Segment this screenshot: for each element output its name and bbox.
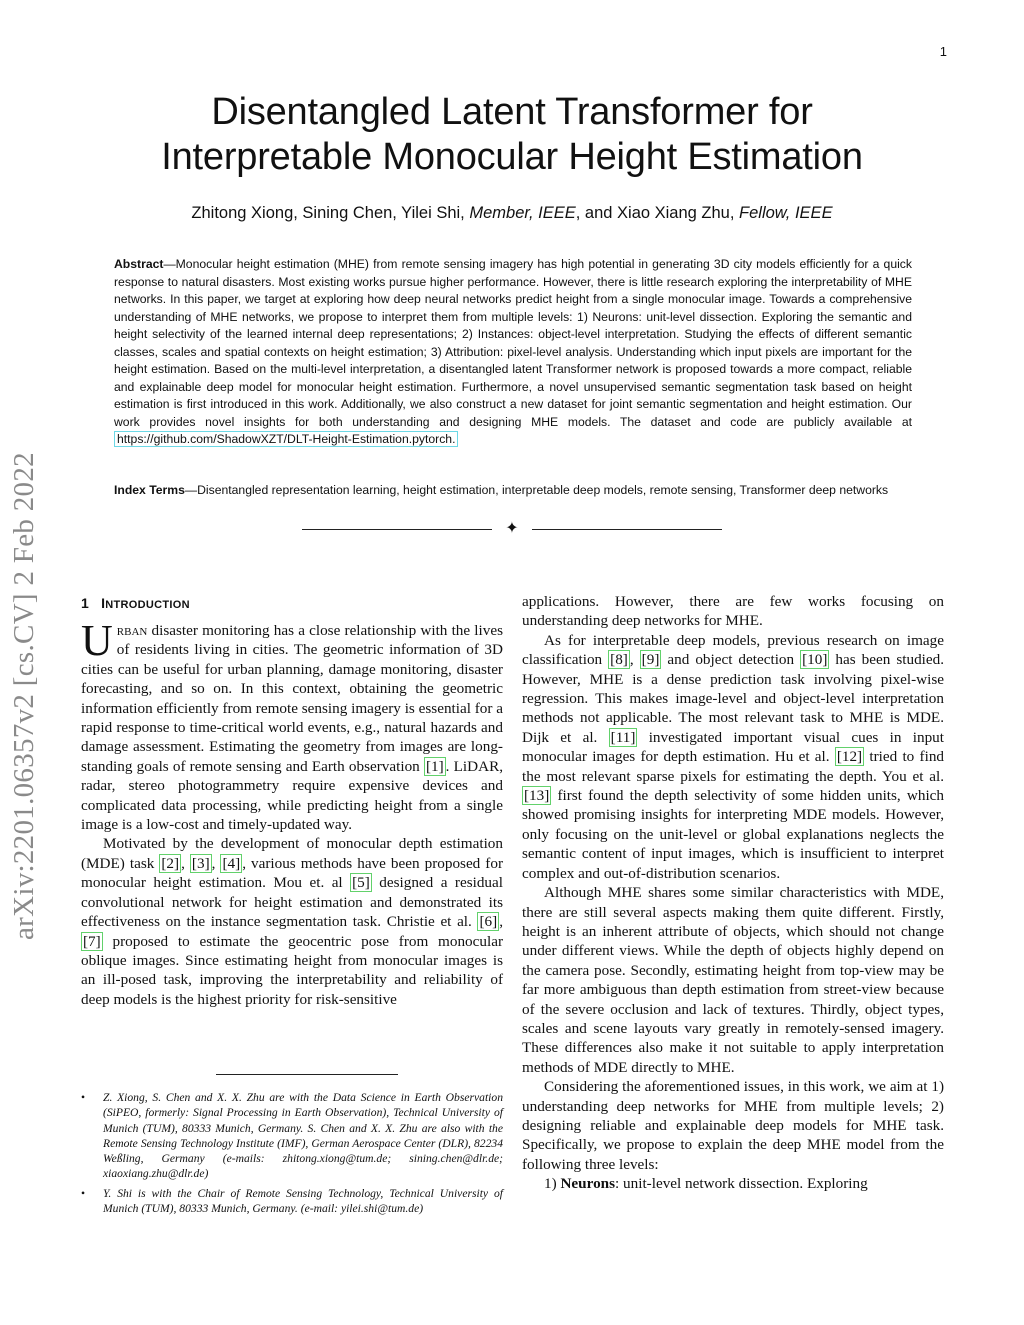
citation-link-3[interactable]: [3]	[191, 854, 210, 872]
footnote-affiliation-1	[81, 1090, 503, 1182]
author-names: Zhitong Xiong, Sining Chen, Yilei Shi,	[191, 204, 465, 222]
author-membership-member: Member, IEEE	[469, 204, 576, 222]
citation-link-8[interactable]: [8]	[610, 651, 628, 669]
section-number: 1	[81, 595, 90, 611]
citation-link-1[interactable]: [1]	[425, 757, 444, 775]
citation-link-6[interactable]: [6]	[479, 913, 498, 931]
paragraph-text: and object detection	[661, 651, 801, 669]
intro-paragraph-6: Considering the aforementioned issues, in this work, we aim at 1) understanding deep networks for MHE from multiple levels; 2) designing reliable and explainable deep models for MHE task. Specifically, we propose to explain the deep MHE model from the following three levels:	[522, 1078, 944, 1173]
citation-link-11[interactable]: [11]	[610, 728, 636, 746]
section-divider	[302, 520, 722, 540]
footnote-text: Z. Xiong, S. Chen and X. X. Zhu are with the Data Science in Earth Observation (SiPEO, formerly: Signal Processing in Earth Observation), Technical University of Munich (TUM), 80333 Munich, Germany. S. Chen and X. X. Zhu are also with the Remote Sensing Technology Institute (IMF), German Aerospace Center (DLR), 82234 Weßling, Germany (e-mails: zhitong.xiong@tum.de; sining.chen@dlr.de; xiaoxiang.zhu@dlr.de)	[103, 1091, 503, 1181]
citation-link-4[interactable]: [4]	[222, 854, 241, 872]
abstract-label: Abstract	[114, 257, 164, 271]
paragraph-text: , various methods have been proposed for monocular height estimation. Mou et. al	[81, 854, 504, 892]
paragraph-text: Motivated by the development of monocular depth estimation (MDE) task	[81, 835, 503, 872]
arxiv-identifier-stamp[interactable]: arXiv:2201.06357v2 [cs.CV] 2 Feb 2022	[8, 452, 40, 940]
small-caps-lead: rban	[116, 622, 148, 639]
divider-line-left	[302, 529, 492, 530]
paragraph-text: proposed to estimate the geocentric pose from monocular oblique images. Since estimating height from monocular images is an ill-posed task, improving the interpretability and reliability of deep models is the highest priority for risk-sensitive	[81, 932, 503, 1008]
section-title-initial: I	[101, 595, 106, 611]
intro-paragraph-5: Although MHE shares some similar characteristics with MDE, there are still several aspects making them quite different. Firstly, height is an inherent attribute of objects, which should not change under different views. While the depth of objects highly depend on the camera pose. Secondly, estimating height from top-view may be far more ambiguous than depth estimation from street-view because of the severe occlusion and lack of textures. Thirdly, object types, scales and scene layouts vary greatly in remotely-sensed imagery. These differences also make it not suitable to apply interpretation methods of MDE directly to MHE.	[522, 884, 944, 1076]
title-line-2: Interpretable Monocular Height Estimation	[161, 136, 863, 178]
list-number: 1)	[544, 1175, 561, 1193]
abstract	[114, 256, 912, 449]
citation-link-12[interactable]: [12]	[836, 748, 863, 766]
contribution-list-item-1	[522, 1174, 944, 1193]
citation-link-5[interactable]: [5]	[352, 874, 370, 892]
footnote-rule	[216, 1074, 398, 1075]
paragraph-text: disaster monitoring has a close relationship with the lives of residents living in cities. The geometric information of 3D cities can be useful for urban planning, damage monitoring, disaster forecasting, and so on. In this context, obtaining the geometric information efficiently from remote sensing imagery is essential for a rapid response to time-critical world events, e.g., natural hazards and damage assessment. Estimating the geometry from images are long-standing goals of remote sensing and Earth observation	[81, 622, 503, 775]
index-terms	[114, 482, 912, 500]
drop-cap-letter: U	[81, 616, 113, 665]
citation-link-7[interactable]: [7]	[83, 932, 101, 950]
code-repository-link[interactable]: https://github.com/ShadowXZT/DLT-Height-Estimation.pytorch.	[114, 431, 458, 447]
paragraph-text: : unit-level network dissection. Exploring	[615, 1175, 868, 1193]
paper-title	[0, 90, 1024, 180]
author-list	[0, 203, 1024, 223]
bullet-icon: •	[81, 1186, 86, 1200]
citation-link-13[interactable]: [13]	[524, 787, 550, 805]
paragraph-text: As for interpretable deep models, previous research on image classification	[522, 631, 944, 669]
footnotes	[81, 1090, 503, 1220]
separator: ,	[181, 854, 190, 872]
intro-paragraph-4	[522, 631, 944, 883]
footnote-affiliation-2	[81, 1186, 503, 1217]
paragraph-text: has been studied. However, MHE is a dense prediction task involving pixel-wise regression. This makes image-level and object-level interpretation methods not applicable. The most relevant task to MHE is MDE. Dijk et al.	[522, 651, 945, 746]
citation-link-2[interactable]: [2]	[161, 854, 180, 872]
section-heading-introduction	[81, 592, 503, 614]
page-number: 1	[939, 44, 947, 59]
title-line-1: Disentangled Latent Transformer for	[211, 91, 813, 133]
list-item-term: Neurons	[560, 1175, 616, 1193]
left-column	[81, 592, 503, 1009]
bullet-icon: •	[81, 1091, 86, 1104]
abstract-text: —Monocular height estimation (MHE) from remote sensing imagery has high potential in generating 3D city models efficiently for a quick response to natural disasters. Most existing works pursue higher performance. However, there is little research exploring the interpretability of MHE networks. In this paper, we target at exploring how deep neural networks predict height from a single monocular image. Towards a comprehensive understanding of MHE networks, we propose to interpret them from multiple levels: 1) Neurons: unit-level dissection. Exploring the semantic and height selectivity of the learned internal deep representations; 2) Instances: object-level interpretation. Studying the effects of different semantic classes, scales and spatial contexts on height estimation; 3) Attribution: pixel-level analysis. Understanding which input pixels are important for the height estimation. Based on the multi-level interpretation, a disentangled latent Transformer network is proposed towards a more compact, reliable and explainable deep model for monocular height estimation. Furthermore, a novel unsupervised semantic segmentation task based on height estimation is first introduced in this work. Additionally, we also construct a new dataset for joint semantic segmentation and height estimation. Our work provides novel insights for both understanding and designing MHE models. The dataset and code are publicly available at	[114, 257, 912, 429]
right-column	[522, 592, 944, 1194]
citation-link-10[interactable]: [10]	[802, 651, 828, 669]
intro-paragraph-2	[81, 834, 503, 1009]
index-terms-text: —Disentangled representation learning, height estimation, interpretable deep models, remote sensing, Transformer deep networks	[184, 483, 889, 497]
footnote-text: Y. Shi is with the Chair of Remote Sensing Technology, Technical University of Munich (TUM), 80333 Munich, Germany. (e-mail: yilei.shi@tum.de)	[103, 1186, 503, 1216]
paragraph-text: tried to find the most relevant sparse pixels for estimating the depth. You et al.	[522, 748, 945, 785]
intro-paragraph-3: applications. However, there are few works focusing on understanding deep networks for MHE.	[522, 593, 944, 630]
separator: ,	[499, 913, 503, 931]
divider-line-right	[532, 529, 722, 530]
citation-link-9[interactable]: [9]	[641, 651, 660, 669]
paragraph-text: investigated important visual cues in input monocular images for depth estimation. Hu et al.	[522, 728, 944, 766]
paragraph-text: designed a residual convolutional network for height estimation and demonstrated its effectiveness on the instance segmentation task. Christie et al.	[81, 874, 503, 931]
separator: ,	[211, 854, 221, 872]
paragraph-text: first found the depth selectivity of some hidden units, which showed promising insights for interpreting MDE models. However, only focusing on the unit-level or global explanations neglects the semantic content of input images, which is insufficient to interpret complex and out-of-distribution scenarios.	[522, 787, 944, 882]
section-title-rest: NTRODUCTION	[105, 599, 190, 611]
divider-star-icon: ✦	[505, 520, 519, 537]
index-terms-label: Index Terms	[114, 483, 185, 497]
author-names-last: , and Xiao Xiang Zhu,	[575, 204, 735, 222]
intro-paragraph-1	[81, 616, 503, 834]
author-membership-fellow: Fellow, IEEE	[739, 204, 833, 222]
separator: ,	[629, 651, 640, 669]
paragraph-text: . LiDAR, radar, stereo photogrammetry require expensive devices and complicated data processing, while predicting height from a single image is a low-cost and timely-updated way.	[81, 757, 503, 834]
